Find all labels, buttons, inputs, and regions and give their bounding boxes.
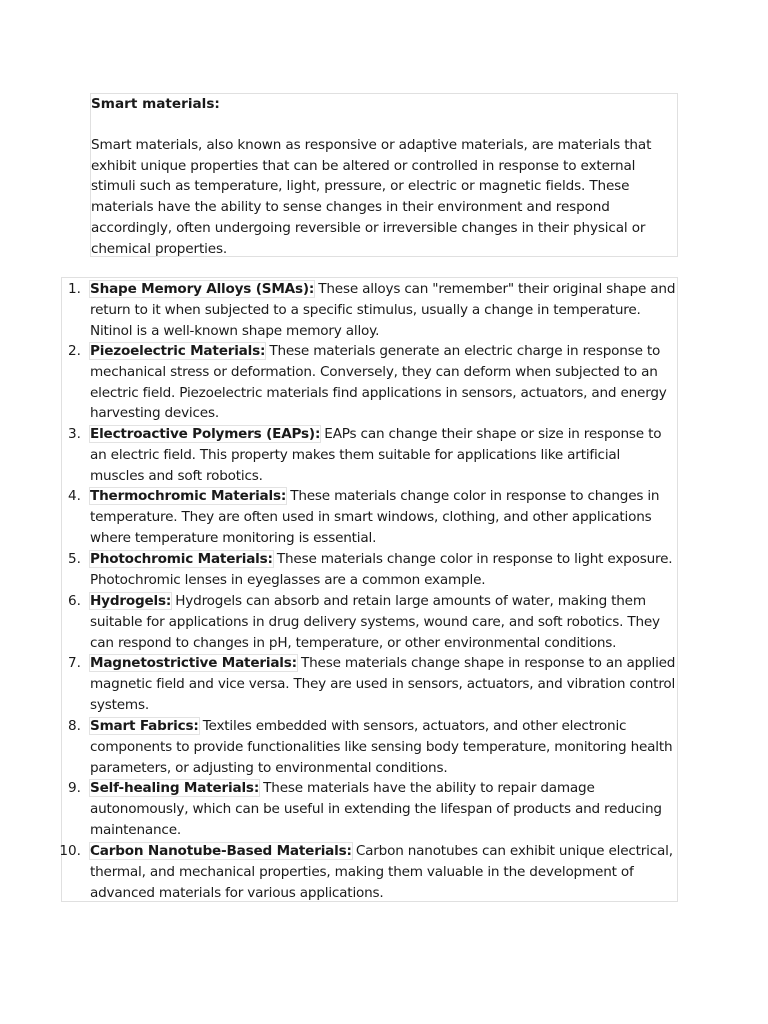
list-item-text: Hydrogels can absorb and retain large amounts of water, making them suitable for applications in drug delivery systems, wound care, and soft robotics. They can respond to changes in pH, temperature, or other environmental conditions. [90,593,660,651]
list-item-body [90,591,678,653]
list-item-body [90,424,678,486]
list-item-number: 10. [59,843,81,859]
list-item-text: These alloys can "remember" their original shape and return to it when subjected to a specific stimulus, usually a change in temperature. Nitinol is a well-known shape memory alloy. [90,281,676,339]
list-item-number: 7. [68,655,81,671]
list-item-number: 1. [68,281,81,297]
list-item-number: 9. [68,780,81,796]
list-item-term: Carbon Nanotube-Based Materials: [90,843,352,859]
list-item-text: Carbon nanotubes can exhibit unique electrical, thermal, and mechanical properties, making them valuable in the development of advanced materials for various applications. [90,843,673,901]
list-item-term: Magnetostrictive Materials: [90,655,297,671]
list-item-term: Piezoelectric Materials: [90,343,266,359]
list-item-number: 4. [68,488,81,504]
list-item-text: These materials change color in response to light exposure. Photochromic lenses in eyeglasses are a common example. [90,551,673,588]
list-item-body [90,341,678,424]
list-item-number: 3. [68,426,81,442]
list-item-body [90,841,678,903]
list-item-number: 6. [68,593,81,609]
list-item-term: Smart Fabrics: [90,718,199,734]
list-item-term: Shape Memory Alloys (SMAs): [90,281,315,297]
list-item-number: 8. [68,718,81,734]
list-item-text: EAPs can change their shape or size in response to an electric field. This property makes them suitable for applications like artificial muscles and soft robotics. [90,426,662,484]
list-item-text: These materials change shape in response to an applied magnetic field and vice versa. They are used in sensors, actuators, and vibration control systems. [90,655,676,713]
list-item-body [90,279,678,341]
list-item-text: Textiles embedded with sensors, actuators, and other electronic components to provide functionalities like sensing body temperature, monitoring health parameters, or adjusting to environmental conditions. [90,718,673,776]
list-item-term: Electroactive Polymers (EAPs): [90,426,321,442]
intro-paragraph: Smart materials, also known as responsive or adaptive materials, are materials that exhibit unique properties that can be altered or controlled in response to external stimuli such as temperature, light, pressure, or electric or magnetic fields. These materials have the ability to sense changes in their environment and respond accordingly, often undergoing reversible or irreversible changes in their physical or chemical properties. [91,137,652,257]
list-item-text: These materials change color in response to changes in temperature. They are often used in smart windows, clothing, and other applications where temperature monitoring is essential. [90,488,660,546]
list-item-term: Thermochromic Materials: [90,488,287,504]
list-item-body [90,653,678,715]
list-item-text: These materials have the ability to repair damage autonomously, which can be useful in extending the lifespan of products and reducing maintenance. [90,780,662,838]
list-item-term: Hydrogels: [90,593,172,609]
list-item-body [90,716,678,778]
list-item-term: Photochromic Materials: [90,551,273,567]
list-item-term: Self-healing Materials: [90,780,260,796]
intro-title: Smart materials: [91,96,220,112]
list-item-number: 5. [68,551,81,567]
list-item-body [90,778,678,840]
list-item-number: 2. [68,343,81,359]
list-item-text: These materials generate an electric charge in response to mechanical stress or deformation. Conversely, they can deform when subjected to an electric field. Piezoelectric materials find applications in sensors, actuators, and energy harvesting devices. [90,343,667,422]
list-item-body [90,549,678,591]
list-item-body [90,486,678,548]
